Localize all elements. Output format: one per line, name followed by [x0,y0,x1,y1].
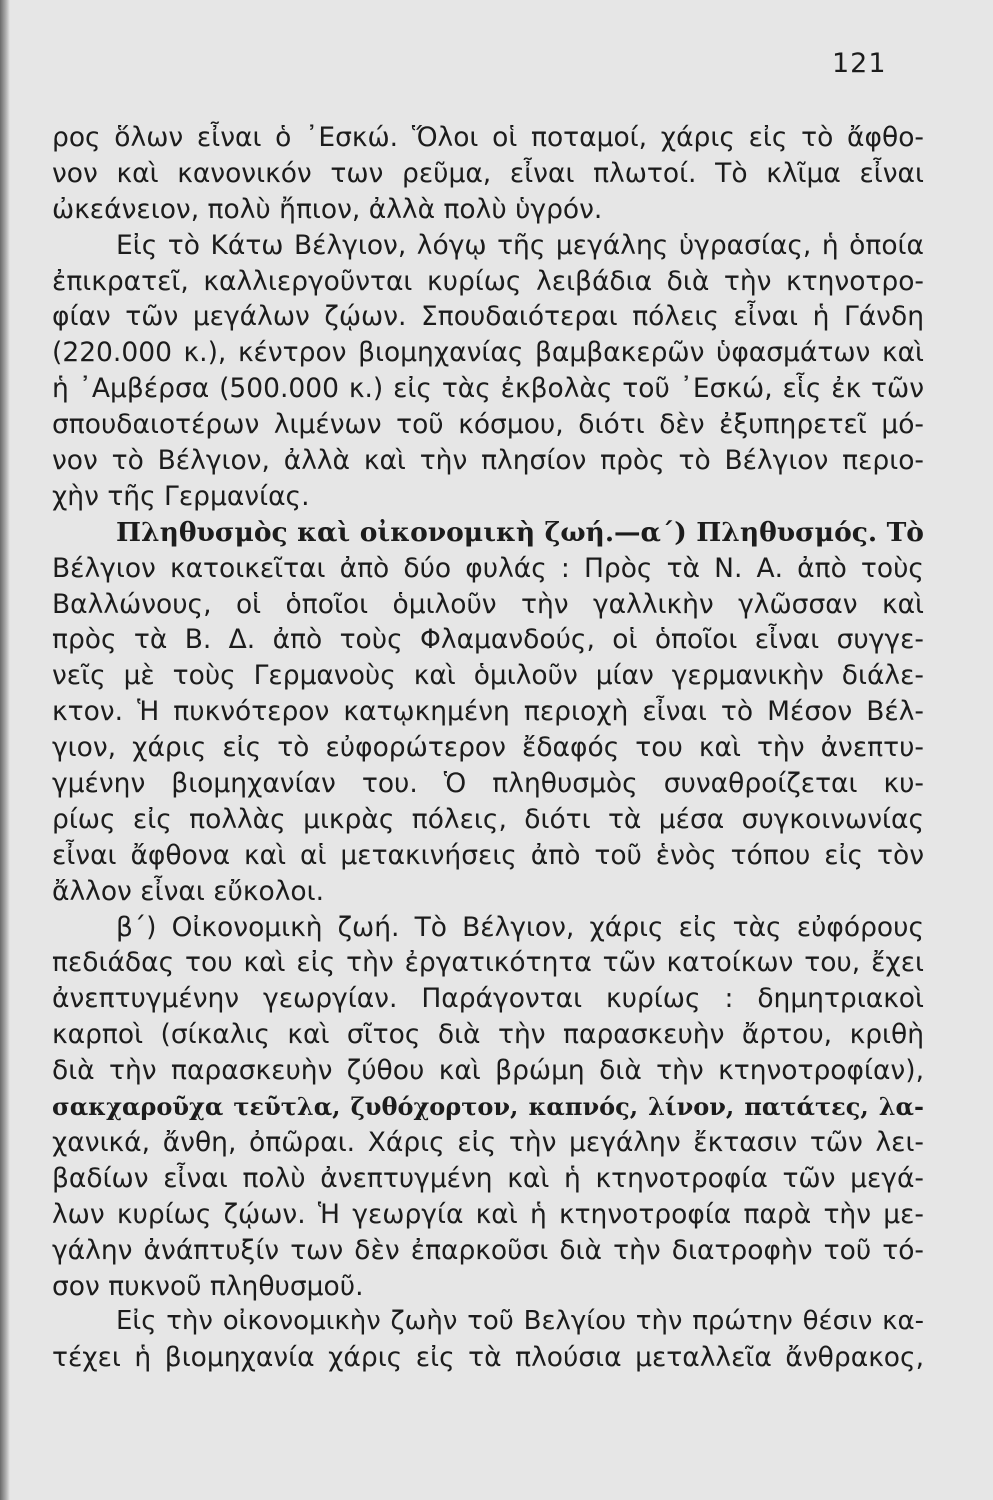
text-line: καρποὶ (σίκαλις καὶ σῖτος διὰ τὴν παρασκευὴν ἄρτου, κριθὴ [52,1019,924,1051]
text-line: φίαν τῶν μεγάλων ζῴων. Σπουδαιότεραι πόλεις εἶναι ἡ Γάνδη [52,301,924,333]
text-line: Βαλλώνους, οἱ ὁποῖοι ὁμιλοῦν τὴν γαλλικὴν γλῶσσαν καὶ [52,588,924,620]
text-line: χανικά, ἄνθη, ὀπῶραι. Χάρις εἰς τὴν μεγάλην ἔκτασιν τῶν λει- [52,1126,924,1158]
text-line: νεῖς μὲ τοὺς Γερμανοὺς καὶ ὁμιλοῦν μίαν γερμανικὴν διάλε- [52,660,924,692]
text-line: Εἰς τὸ Κάτω Βέλγιον, λόγῳ τῆς μεγάλης ὑγρασίας, ἡ ὁποία [116,229,924,261]
text-line: λων κυρίως ζῴων. Ἡ γεωργία καὶ ἡ κτηνοτροφία παρὰ τὴν με- [52,1198,924,1230]
text-line: σπουδαιοτέρων λιμένων τοῦ κόσμου, διότι δὲν ἐξυπηρετεῖ μό- [52,409,924,441]
text-line: πρὸς τὰ Β. Δ. ἀπὸ τοὺς Φλαμανδούς, οἱ ὁποῖοι εἶναι συγγε- [52,624,924,656]
text-line: σον πυκνοῦ πληθυσμοῦ. [52,1270,364,1302]
text-line: τέχει ἡ βιομηχανία χάρις εἰς τὰ πλούσια μεταλλεῖα ἄνθρακος, [52,1342,924,1374]
text-line: ἡ ᾿Αμβέρσα (500.000 κ.) εἰς τὰς ἐκβολὰς τοῦ ᾿Εσκώ, εἷς ἐκ τῶν [52,373,924,405]
text-line: νον τὸ Βέλγιον, ἀλλὰ καὶ τὴν πλησίον πρὸς τὸ Βέλγιον περιο- [52,445,924,477]
text-line: ὠκεάνειον, πολὺ ἤπιον, ἀλλὰ πολὺ ὑγρόν. [52,193,603,225]
page-edge-shadow [0,0,10,1500]
text-line: διὰ τὴν παρασκευὴν ζύθου καὶ βρώμη διὰ τὴν κτηνοτροφίαν), [52,1055,924,1087]
text-line: ἐπικρατεῖ, καλλιεργοῦνται κυρίως λειβάδια διὰ τὴν κτηνοτρο- [52,265,924,297]
text-line: εἶναι ἄφθονα καὶ αἱ μετακινήσεις ἀπὸ τοῦ ἑνὸς τόπου εἰς τὸν [52,839,924,871]
text-line: πεδιάδας του καὶ εἰς τὴν ἐργατικότητα τῶν κατοίκων του, ἔχει [52,947,924,979]
text-line: (220.000 κ.), κέντρον βιομηχανίας βαμβακερῶν ὑφασμάτων καὶ [52,337,924,369]
text-line: γιον, χάρις εἰς τὸ εὐφορώτερον ἔδαφός του καὶ τὴν ἀνεπτυ- [52,732,924,764]
text-line: νον καὶ κανονικόν των ρεῦμα, εἶναι πλωτοί. Τὸ κλῖμα εἶναι [52,157,924,189]
text-line: γάλην ἀνάπτυξίν των δὲν ἐπαρκοῦσι διὰ τὴν διατροφὴν τοῦ τό- [52,1234,924,1266]
text-line: βαδίων εἶναι πολὺ ἀνεπτυγμένη καὶ ἡ κτηνοτροφία τῶν μεγά- [52,1162,924,1194]
text-line: Εἰς τὴν οἰκονομικὴν ζωὴν τοῦ Βελγίου τὴν πρώτην θέσιν κα- [116,1306,924,1337]
text-line: ρος ὅλων εἶναι ὁ ᾿Εσκώ. Ὅλοι οἱ ποταμοί, χάρις εἰς τὸ ἄφθο- [52,122,924,153]
page-number: 121 [832,48,887,79]
text-line: ρίως εἰς πολλὰς μικρὰς πόλεις, διότι τὰ μέσα συγκοινωνίας [52,803,924,835]
text-line: κτον. Ἡ πυκνότερον κατῳκημένη περιοχὴ εἶναι τὸ Μέσον Βέλ- [52,696,924,728]
text-line: ἀνεπτυγμένην γεωργίαν. Παράγονται κυρίως : δημητριακοὶ [52,983,924,1015]
subsection-heading-line: β΄) Οἰκονομικὴ ζωή. Τὸ Βέλγιον, χάρις εἰς τὰς εὐφόρους [116,911,924,943]
text-line-emphasis: σακχαροῦχα τεῦτλα, ζυθόχορτον, καπνός, λίνον, πατάτες, λα- [52,1092,924,1122]
body-text [52,120,924,1376]
text-line: Βέλγιον κατοικεῖται ἀπὸ δύο φυλάς : Πρὸς τὰ Ν. Α. ἀπὸ τοὺς [52,552,924,584]
text-line: χὴν τῆς Γερμανίας. [52,480,310,512]
text-line: ἄλλον εἶναι εὔκολοι. [52,875,325,907]
section-heading-line: Πληθυσμὸς καὶ οἰκονομικὴ ζωή.—α΄) Πληθυσμός. Τὸ [116,516,924,548]
text-line: γμένην βιομηχανίαν του. Ὁ πληθυσμὸς συναθροίζεται κυ- [52,768,924,800]
